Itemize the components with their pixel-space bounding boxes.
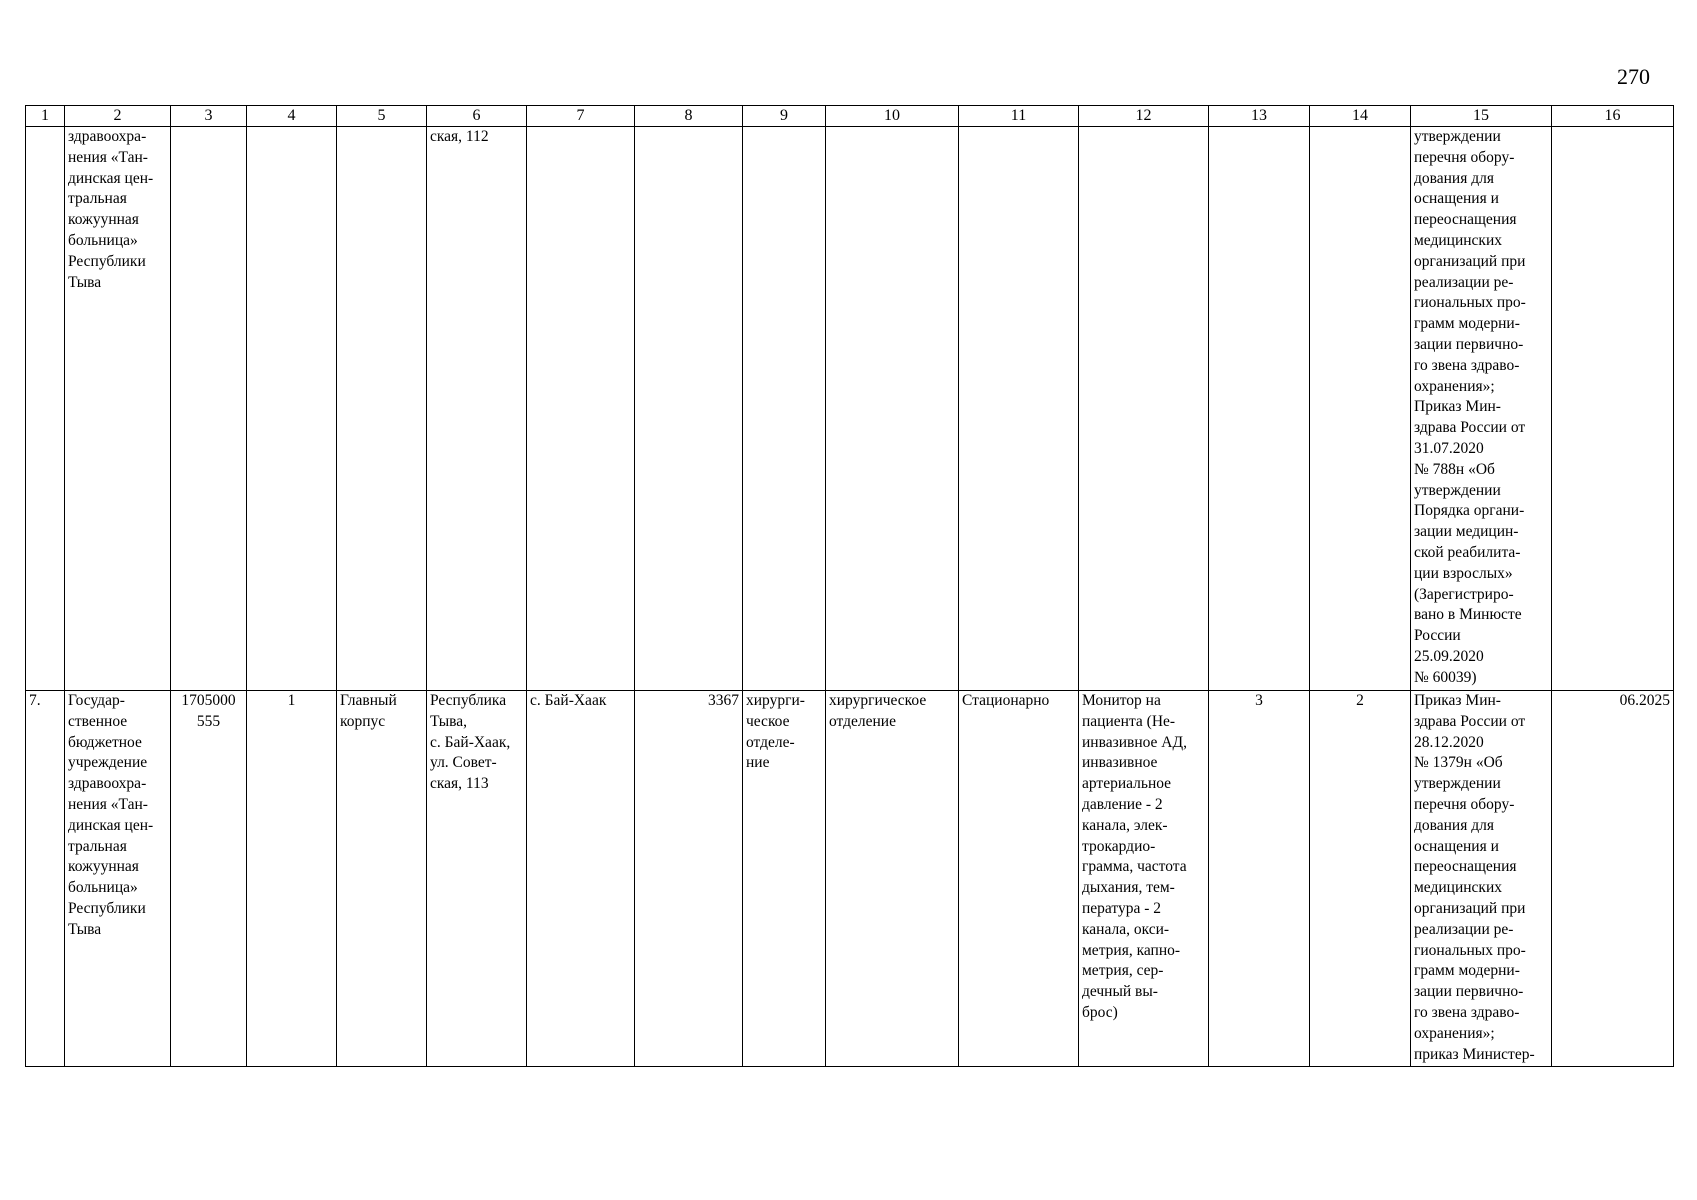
- cell-department: [743, 127, 826, 691]
- cell-date: 06.2025: [1552, 691, 1674, 1067]
- page-number: 270: [1617, 64, 1650, 89]
- cell-locality: с. Бай-Хаак: [527, 691, 635, 1067]
- column-header: 2: [65, 106, 171, 127]
- column-header: 12: [1079, 106, 1209, 127]
- cell-col4: [247, 127, 337, 691]
- cell-address: ская, 112: [427, 127, 527, 691]
- cell-unit: хирургическое отделение: [826, 691, 959, 1067]
- column-header: 5: [337, 106, 427, 127]
- header-row: [26, 106, 1674, 127]
- cell-unit: [826, 127, 959, 691]
- cell-number: 7.: [26, 691, 65, 1067]
- column-header: 6: [427, 106, 527, 127]
- cell-col14: [1310, 127, 1411, 691]
- column-header: 8: [635, 106, 743, 127]
- cell-department: хирурги- ческое отделе- ние: [743, 691, 826, 1067]
- column-header: 4: [247, 106, 337, 127]
- cell-col8: 3367: [635, 691, 743, 1067]
- cell-care-type: [959, 127, 1079, 691]
- table-row-continued: [26, 127, 1674, 691]
- cell-building: [337, 127, 427, 691]
- cell-col13: [1209, 127, 1310, 691]
- cell-building: Главный корпус: [337, 691, 427, 1067]
- column-header: 9: [743, 106, 826, 127]
- table-row-7: [26, 691, 1674, 1067]
- cell-col4: 1: [247, 691, 337, 1067]
- document-table: [25, 105, 1674, 1067]
- cell-number: [26, 127, 65, 691]
- cell-regulation: утверждении перечня обору- дования для оснащения и переоснащения медицинских организаций при реализации ре- гиональных про- грамм модерни- зации первично- го звена здраво- охранения»; Приказ Мин- здрава России от 31.07.2020 № 788н «Об утверждении Порядка органи- зации медицин- ской реабилита- ции взрослых» (Зарегистриро- вано в Минюсте России 25.09.2020 № 60039): [1411, 127, 1552, 691]
- cell-care-type: Стационарно: [959, 691, 1079, 1067]
- cell-organization: здравоохра- нения «Тан- динская цен- тральная кожуунная больница» Республики Тыва: [65, 127, 171, 691]
- column-header: 3: [171, 106, 247, 127]
- cell-address: Республика Тыва, с. Бай-Хаак, ул. Совет- ская, 113: [427, 691, 527, 1067]
- cell-col14: 2: [1310, 691, 1411, 1067]
- cell-equipment: Монитор на пациента (Не- инвазивное АД, инвазивное артериальное давление - 2 канала, элек- трокардио- грамма, частота дыхания, тем- пература - 2 канала, окси- метрия, капно- метрия, сер- дечный вы- брос): [1079, 691, 1209, 1067]
- cell-locality: [527, 127, 635, 691]
- column-header: 15: [1411, 106, 1552, 127]
- cell-regulation: Приказ Мин- здрава России от 28.12.2020 № 1379н «Об утверждении перечня обору- дования для оснащения и переоснащения медицинских организаций при реализации ре- гиональных про- грамм модерни- зации первично- го звена здраво- охранения»; приказ Министер-: [1411, 691, 1552, 1067]
- column-header: 11: [959, 106, 1079, 127]
- cell-code: [171, 127, 247, 691]
- column-header: 1: [26, 106, 65, 127]
- column-header: 13: [1209, 106, 1310, 127]
- column-header: 10: [826, 106, 959, 127]
- column-header: 7: [527, 106, 635, 127]
- cell-organization: Государ- ственное бюджетное учреждение здравоохра- нения «Тан- динская цен- тральная кожуунная больница» Республики Тыва: [65, 691, 171, 1067]
- cell-col8: [635, 127, 743, 691]
- cell-col13: 3: [1209, 691, 1310, 1067]
- cell-date: [1552, 127, 1674, 691]
- cell-equipment: [1079, 127, 1209, 691]
- column-header: 14: [1310, 106, 1411, 127]
- column-header: 16: [1552, 106, 1674, 127]
- cell-code: 1705000 555: [171, 691, 247, 1067]
